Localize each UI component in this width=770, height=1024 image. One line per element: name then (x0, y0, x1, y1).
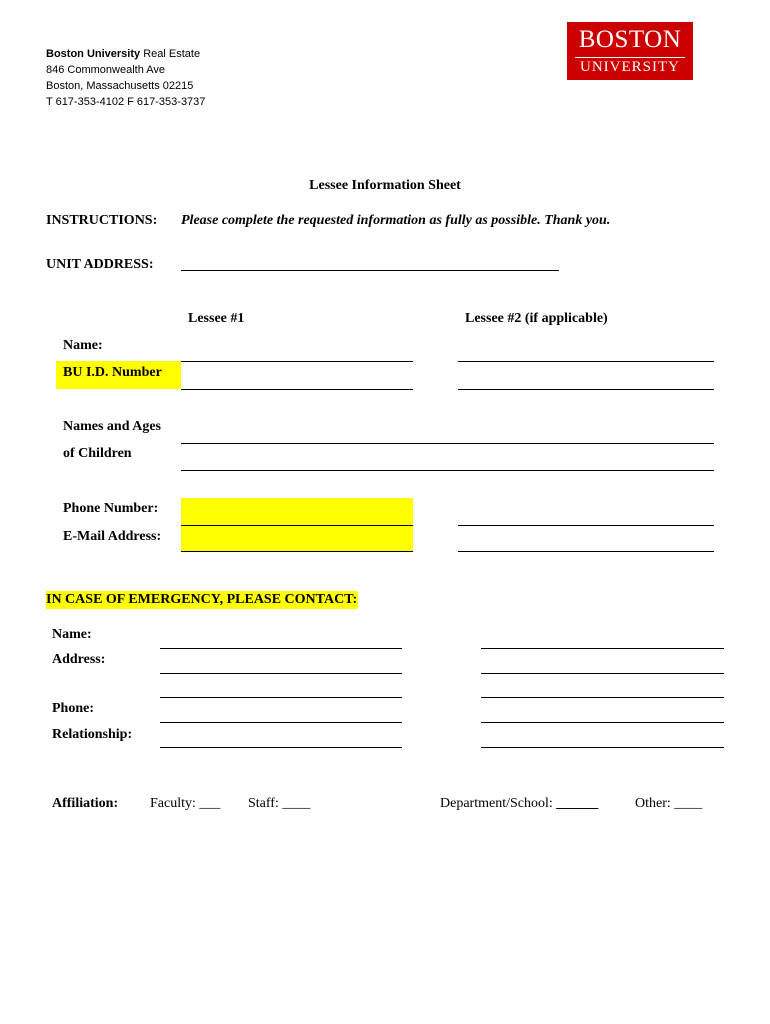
lessee-2-phone-field[interactable] (458, 525, 714, 526)
lessee-2-name-field[interactable] (458, 361, 714, 362)
department-blank[interactable]: ______ (556, 796, 599, 811)
letterhead-org (46, 46, 200, 62)
children-label-line-1: Names and Ages (63, 419, 162, 434)
emergency-1-address-field-1[interactable] (160, 673, 402, 674)
logo-line-1: BOSTON (578, 26, 682, 53)
emergency-name-label: Name: (52, 627, 92, 642)
email-address-label: E-Mail Address: (63, 529, 162, 544)
letterhead-city: Boston, Massachusetts 02215 (46, 80, 194, 92)
lessee-1-email-field[interactable] (181, 551, 413, 552)
emergency-2-address-field-1[interactable] (481, 673, 724, 674)
instructions-label: INSTRUCTIONS: (46, 213, 158, 228)
emergency-2-address-field-2[interactable] (481, 697, 724, 698)
affiliation-department[interactable] (440, 795, 598, 813)
emergency-2-relationship-field[interactable] (481, 747, 724, 748)
emergency-2-phone-field[interactable] (481, 722, 724, 723)
emergency-relationship-label: Relationship: (52, 727, 133, 742)
emergency-phone-label: Phone: (52, 701, 94, 716)
lessee-1-bu-id-field[interactable] (181, 389, 413, 390)
lessee-1-name-field[interactable] (181, 361, 413, 362)
instructions-text: Please complete the requested information as fully as possible. Thank you. (181, 213, 611, 228)
lessee-2-email-field[interactable] (458, 551, 714, 552)
org-department: Real Estate (140, 48, 201, 60)
letterhead-street: 846 Commonwealth Ave (46, 64, 166, 76)
children-label-line-2: of Children (63, 446, 132, 461)
emergency-1-name-field[interactable] (160, 648, 402, 649)
emergency-address-label: Address: (52, 652, 106, 667)
children-field-1[interactable] (181, 443, 714, 444)
page-title: Lessee Information Sheet (309, 178, 461, 193)
unit-address-field[interactable] (181, 270, 559, 271)
unit-address-label: UNIT ADDRESS: (46, 257, 154, 272)
children-field-2[interactable] (181, 470, 714, 471)
letterhead-phones: T 617-353-4102 F 617-353-3737 (46, 96, 206, 108)
lessee-1-phone-field[interactable] (181, 525, 413, 526)
affiliation-label: Affiliation: (52, 796, 119, 811)
emergency-1-relationship-field[interactable] (160, 747, 402, 748)
affiliation-other[interactable]: Other: ____ (635, 796, 703, 811)
bu-id-label: BU I.D. Number (56, 361, 181, 389)
emergency-heading: IN CASE OF EMERGENCY, PLEASE CONTACT: (46, 592, 358, 607)
emergency-1-phone-field[interactable] (160, 722, 402, 723)
department-label: Department/School: (440, 796, 557, 811)
name-label: Name: (63, 338, 103, 353)
phone-number-label: Phone Number: (63, 501, 159, 516)
boston-university-logo (567, 22, 693, 80)
affiliation-faculty[interactable]: Faculty: ___ (150, 796, 221, 811)
emergency-1-address-field-2[interactable] (160, 697, 402, 698)
org-name: Boston University (46, 48, 141, 60)
lessee-1-header: Lessee #1 (188, 311, 245, 326)
emergency-2-name-field[interactable] (481, 648, 724, 649)
affiliation-staff[interactable]: Staff: ____ (248, 796, 311, 811)
lessee-2-header: Lessee #2 (if applicable) (465, 311, 608, 326)
logo-line-2: UNIVERSITY (580, 59, 680, 75)
lessee-2-bu-id-field[interactable] (458, 389, 714, 390)
